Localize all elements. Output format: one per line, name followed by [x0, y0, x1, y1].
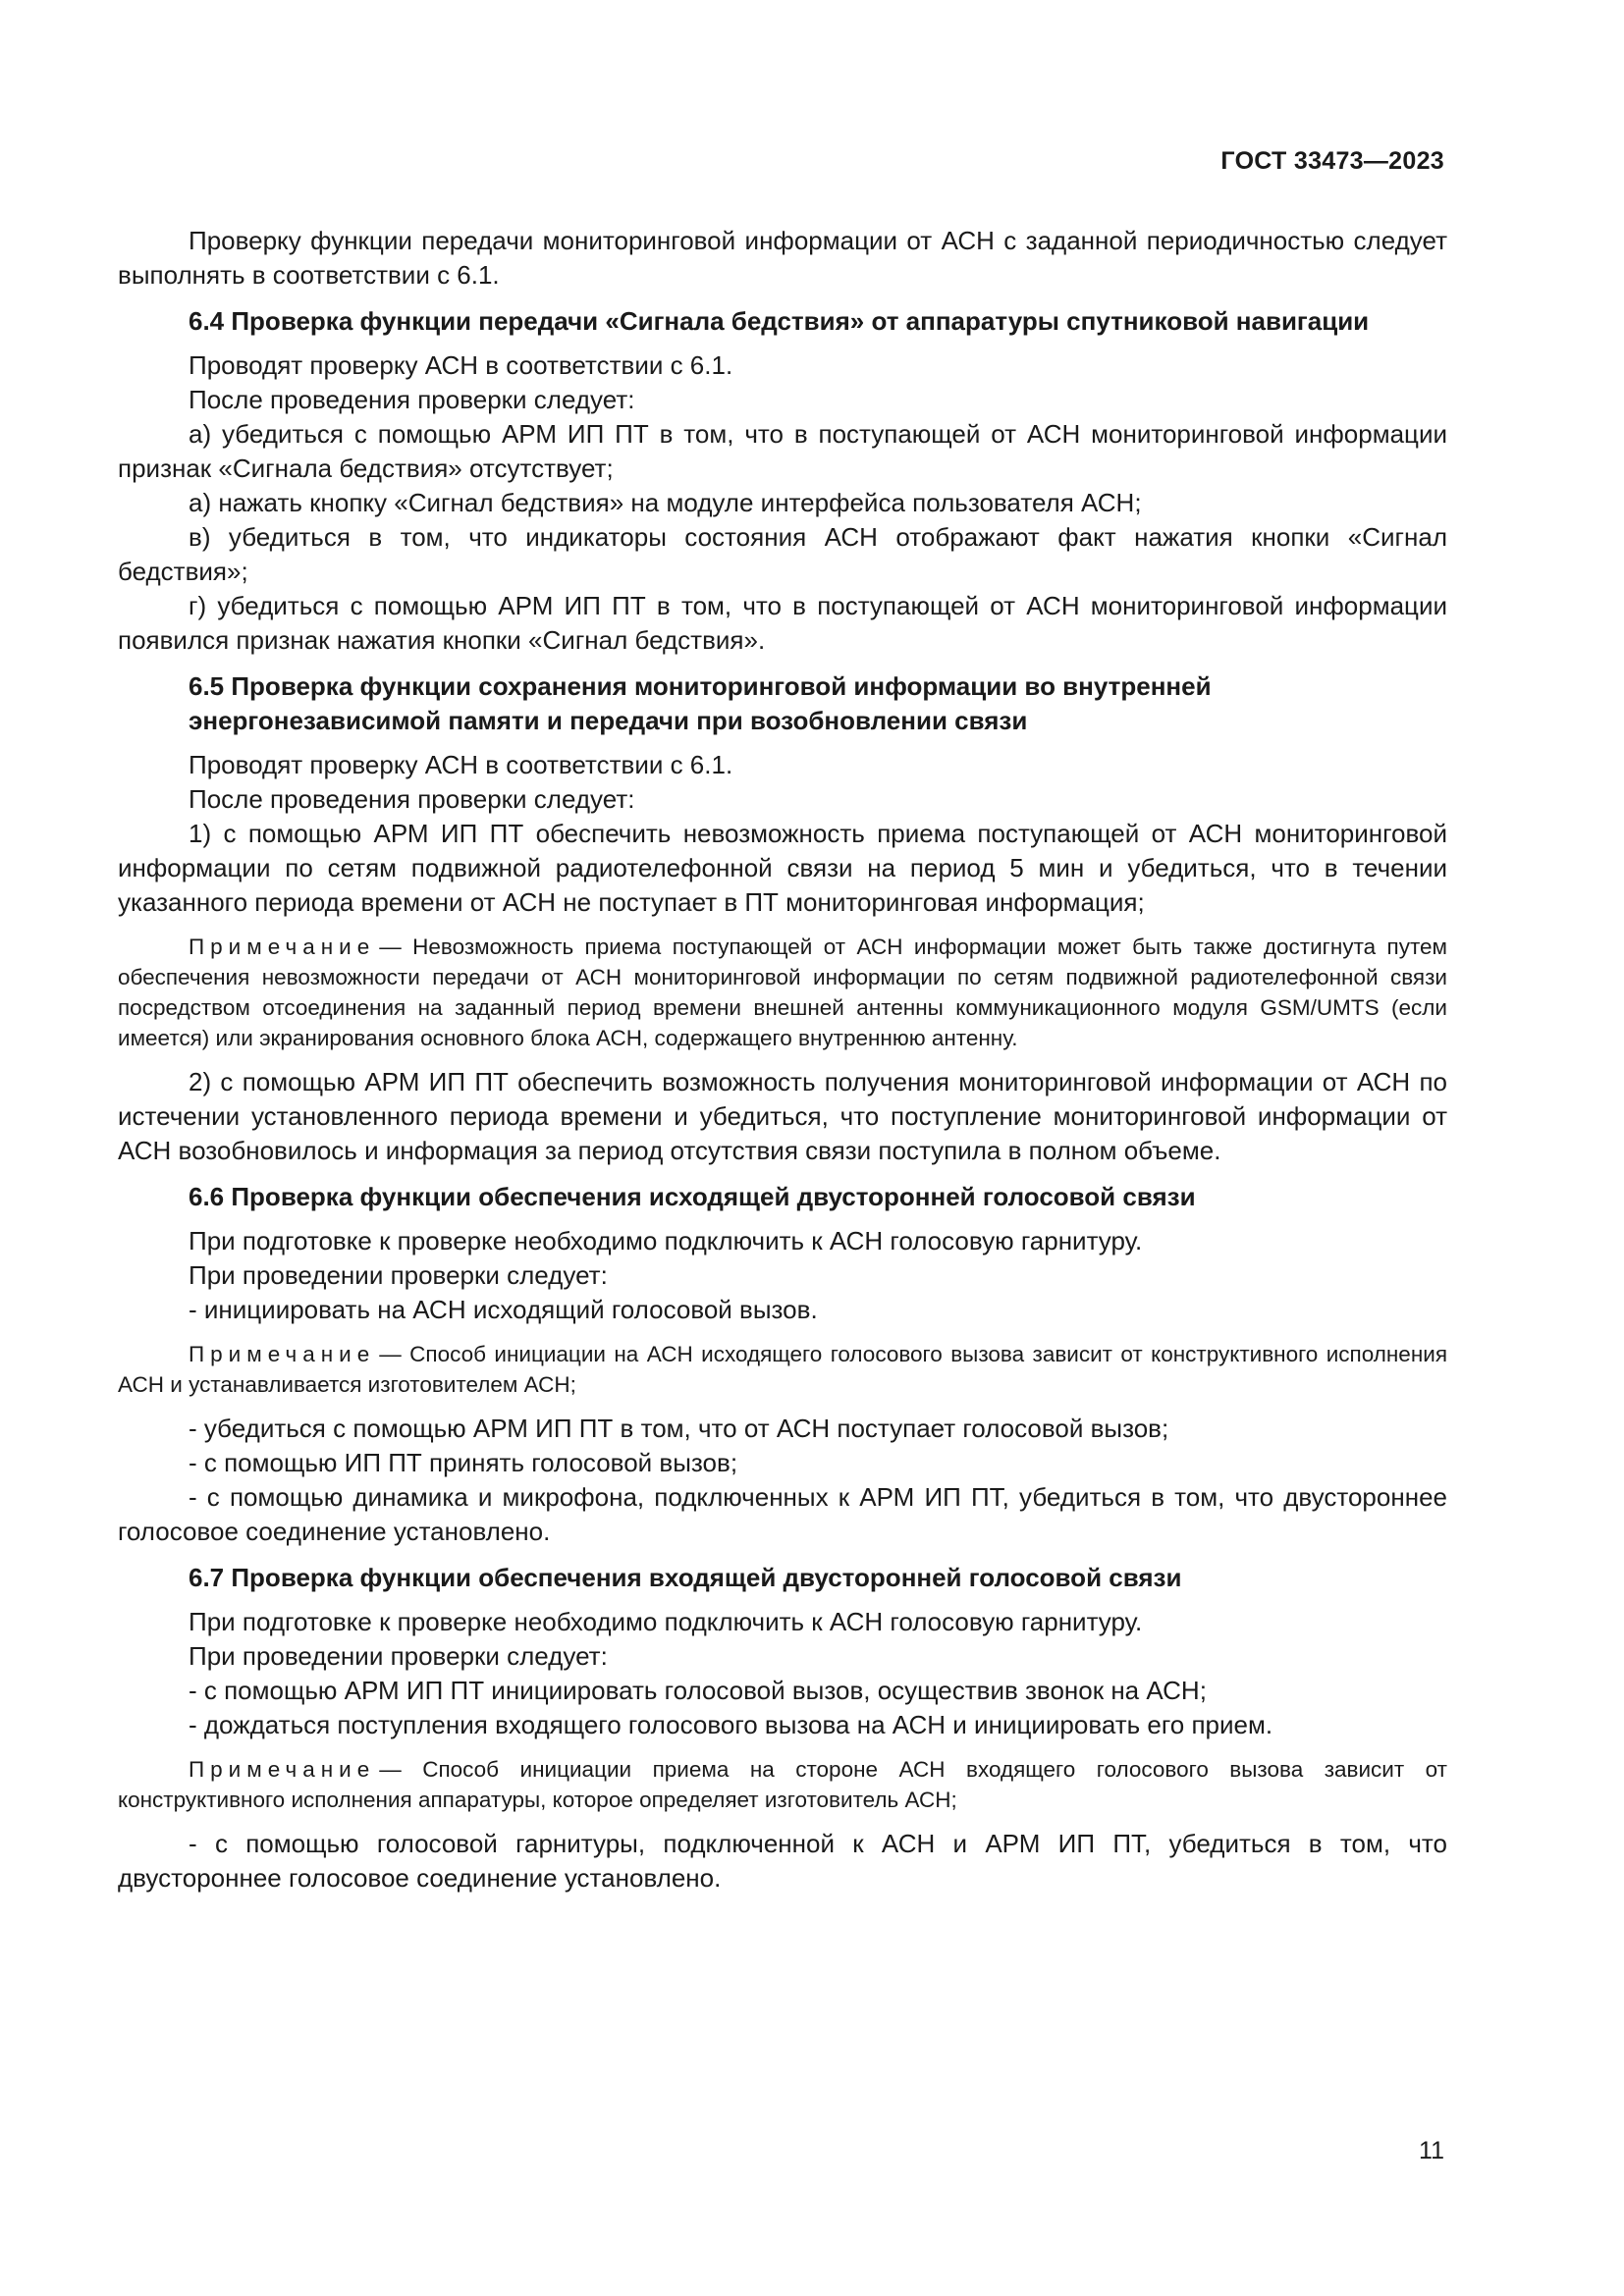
paragraph: При подготовке к проверке необходимо подключить к АСН голосовую гарнитуру. — [189, 1226, 1143, 1255]
note — [118, 1339, 1447, 1400]
section-heading-6-6: 6.6 Проверка функции обеспечения исходящей двусторонней голосовой связи — [189, 1182, 1196, 1211]
section-heading-6-5: 6.5 Проверка функции сохранения мониторинговой информации во внутренней энергонезависимой памяти и передачи при возобновлении связи — [189, 671, 1212, 735]
list-item: а) нажать кнопку «Сигнал бедствия» на модуле интерфейса пользователя АСН; — [189, 488, 1142, 517]
note — [118, 1754, 1447, 1815]
list-item: - с помощью ИП ПТ принять голосовой вызов; — [189, 1448, 738, 1477]
list-item: 1) с помощью АРМ ИП ПТ обеспечить невозможность приема поступающей от АСН мониторинговой информации по сетям подвижной радиотелефонной связи на период 5 мин и убедиться, что в течении указанного периода времени от АСН не поступает в ПТ мониторинговая информация; — [118, 819, 1447, 917]
note-text: — Невозможность приема поступающей от АСН информации может быть также достигнута путем обеспечения невозможности передачи от АСН мониторинговой информации по сетям подвижной радиотелефонной связи посредством отсоединения на заданный период времени внешней антенны коммуникационного модуля GSM/UMTS (если имеется) или экранирования основного блока АСН, содержащего внутреннюю антенну. — [118, 934, 1447, 1050]
list-item: в) убедиться в том, что индикаторы состояния АСН отображают факт нажатия кнопки «Сигнал бедствия»; — [118, 522, 1447, 586]
list-item: - с помощью АРМ ИП ПТ инициировать голосовой вызов, осуществив звонок на АСН; — [189, 1676, 1207, 1705]
list-item: а) убедиться с помощью АРМ ИП ПТ в том, что в поступающей от АСН мониторинговой информации признак «Сигнала бедствия» отсутствует; — [118, 419, 1447, 483]
section-heading-6-4: 6.4 Проверка функции передачи «Сигнала бедствия» от аппаратуры спутниковой навигации — [189, 306, 1370, 336]
list-item: - с помощью динамика и микрофона, подключенных к АРМ ИП ПТ, убедиться в том, что двустороннее голосовое соединение установлено. — [118, 1482, 1447, 1546]
list-item: 2) с помощью АРМ ИП ПТ обеспечить возможность получения мониторинговой информации от АСН по истечении установленного периода времени и убедиться, что поступление мониторинговой информации от АСН возобновилось и информация за период отсутствия связи поступила в полном объеме. — [118, 1067, 1447, 1165]
note-label: Примечание — [189, 1342, 376, 1366]
note — [118, 932, 1447, 1053]
paragraph: Проверку функции передачи мониторинговой информации от АСН с заданной периодичностью следует выполнять в соответствии с 6.1. — [118, 226, 1447, 290]
note-text: — Способ инициации на АСН исходящего голосового вызова зависит от конструктивного исполнения АСН и устанавливается изготовителем АСН; — [118, 1342, 1447, 1397]
paragraph: Проводят проверку АСН в соответствии с 6.1. — [189, 750, 733, 779]
note-label: Примечание — [189, 1757, 376, 1782]
note-text: — Способ инициации приема на стороне АСН входящего голосового вызова зависит от конструктивного исполнения аппаратуры, которое определяет изготовитель АСН; — [118, 1757, 1447, 1812]
list-item: - инициировать на АСН исходящий голосовой вызов. — [189, 1295, 818, 1324]
note-label: Примечание — [189, 934, 376, 959]
paragraph: При проведении проверки следует: — [189, 1260, 608, 1290]
list-item: г) убедиться с помощью АРМ ИП ПТ в том, что в поступающей от АСН мониторинговой информации появился признак нажатия кнопки «Сигнал бедствия». — [118, 591, 1447, 655]
document-id: ГОСТ 33473—2023 — [1220, 147, 1444, 175]
paragraph: После проведения проверки следует: — [189, 784, 635, 814]
paragraph: При подготовке к проверке необходимо подключить к АСН голосовую гарнитуру. — [189, 1607, 1143, 1636]
section-heading-6-7: 6.7 Проверка функции обеспечения входящей двусторонней голосовой связи — [189, 1563, 1182, 1592]
paragraph: При проведении проверки следует: — [189, 1641, 608, 1671]
paragraph: Проводят проверку АСН в соответствии с 6.1. — [189, 350, 733, 380]
list-item: - с помощью голосовой гарнитуры, подключенной к АСН и АРМ ИП ПТ, убедиться в том, что двустороннее голосовое соединение установлено. — [118, 1829, 1447, 1893]
list-item: - дождаться поступления входящего голосового вызова на АСН и инициировать его прием. — [189, 1710, 1273, 1739]
page-body — [118, 224, 1447, 1896]
page-number: 11 — [1419, 2137, 1444, 2164]
paragraph: После проведения проверки следует: — [189, 385, 635, 414]
list-item: - убедиться с помощью АРМ ИП ПТ в том, что от АСН поступает голосовой вызов; — [189, 1414, 1169, 1443]
